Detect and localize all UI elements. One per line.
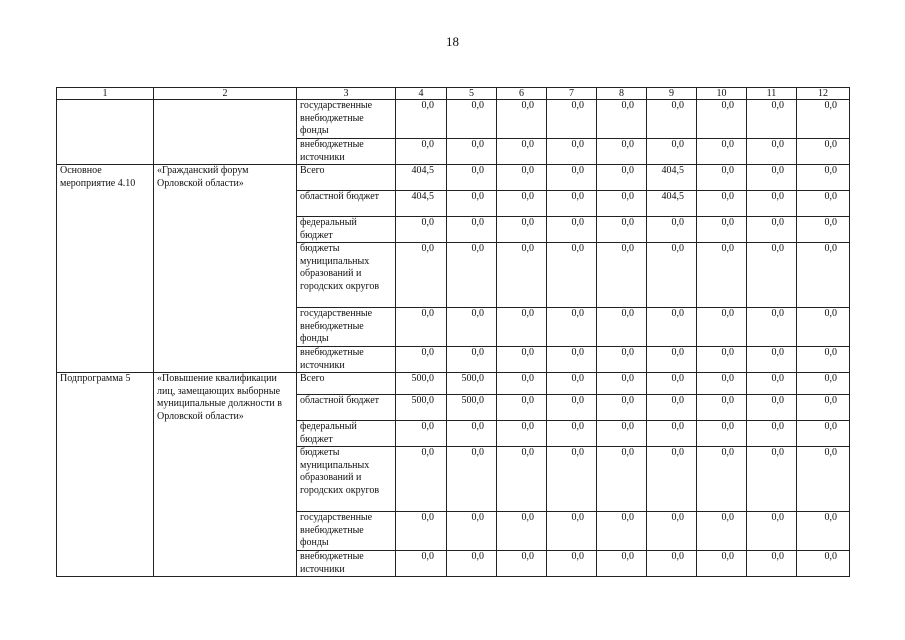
- header-row: [57, 88, 850, 100]
- value-cell: 0,0: [747, 243, 797, 308]
- funding-source-cell: областной бюджет: [297, 395, 396, 421]
- value-cell: 0,0: [396, 347, 447, 373]
- value-cell: 404,5: [396, 191, 447, 217]
- item-code-cell: Основное мероприятие 4.10: [57, 165, 154, 373]
- page-number: 18: [446, 34, 459, 49]
- value-cell: 0,0: [747, 512, 797, 551]
- value-cell: 0,0: [547, 512, 597, 551]
- value-cell: 0,0: [396, 100, 447, 139]
- value-cell: 0,0: [697, 421, 747, 447]
- item-name-cell: «Гражданский форум Орловской области»: [154, 165, 297, 373]
- value-cell: 0,0: [597, 165, 647, 191]
- value-cell: 0,0: [447, 421, 497, 447]
- value-cell: 0,0: [597, 512, 647, 551]
- column-header: 12: [797, 88, 850, 100]
- value-cell: 0,0: [797, 100, 850, 139]
- value-cell: 0,0: [697, 139, 747, 165]
- value-cell: 0,0: [647, 447, 697, 512]
- value-cell: 0,0: [497, 217, 547, 243]
- funding-source-cell: федеральный бюджет: [297, 217, 396, 243]
- value-cell: 500,0: [447, 395, 497, 421]
- value-cell: 0,0: [797, 191, 850, 217]
- value-cell: 0,0: [697, 308, 747, 347]
- value-cell: 0,0: [396, 421, 447, 447]
- value-cell: 0,0: [797, 373, 850, 395]
- value-cell: 0,0: [797, 243, 850, 308]
- value-cell: 0,0: [647, 512, 697, 551]
- value-cell: 0,0: [447, 447, 497, 512]
- value-cell: 0,0: [597, 373, 647, 395]
- value-cell: 0,0: [447, 551, 497, 577]
- value-cell: 404,5: [396, 165, 447, 191]
- funding-source-cell: бюджеты муниципальных образований и городских округов: [297, 243, 396, 308]
- funding-source-cell: Всего: [297, 165, 396, 191]
- table-row: [57, 100, 850, 139]
- table-body: [57, 88, 850, 577]
- value-cell: 0,0: [747, 347, 797, 373]
- value-cell: 500,0: [396, 395, 447, 421]
- funding-source-cell: областной бюджет: [297, 191, 396, 217]
- value-cell: 0,0: [396, 308, 447, 347]
- value-cell: 0,0: [447, 217, 497, 243]
- value-cell: 0,0: [447, 191, 497, 217]
- value-cell: 0,0: [597, 139, 647, 165]
- value-cell: 0,0: [697, 551, 747, 577]
- column-header: 5: [447, 88, 497, 100]
- value-cell: 0,0: [747, 421, 797, 447]
- value-cell: 0,0: [647, 308, 697, 347]
- value-cell: 0,0: [747, 551, 797, 577]
- column-header: 8: [597, 88, 647, 100]
- funding-source-cell: федеральный бюджет: [297, 421, 396, 447]
- value-cell: 0,0: [697, 100, 747, 139]
- value-cell: 0,0: [797, 139, 850, 165]
- value-cell: 0,0: [747, 191, 797, 217]
- value-cell: 0,0: [697, 512, 747, 551]
- table-row: [57, 165, 850, 191]
- value-cell: 0,0: [647, 243, 697, 308]
- budget-table: [56, 87, 850, 577]
- value-cell: 0,0: [647, 347, 697, 373]
- value-cell: 500,0: [396, 373, 447, 395]
- table-row: [57, 373, 850, 395]
- value-cell: 0,0: [697, 217, 747, 243]
- value-cell: 0,0: [396, 551, 447, 577]
- column-header: 7: [547, 88, 597, 100]
- value-cell: 0,0: [747, 373, 797, 395]
- value-cell: 0,0: [597, 308, 647, 347]
- funding-source-cell: внебюджетные источники: [297, 551, 396, 577]
- value-cell: 0,0: [597, 191, 647, 217]
- value-cell: 404,5: [647, 191, 697, 217]
- value-cell: 0,0: [547, 447, 597, 512]
- column-header: 2: [154, 88, 297, 100]
- value-cell: 0,0: [447, 165, 497, 191]
- item-name-cell: [154, 100, 297, 165]
- value-cell: 0,0: [797, 347, 850, 373]
- item-code-cell: Подпрограмма 5: [57, 373, 154, 577]
- funding-source-cell: государственные внебюджетные фонды: [297, 308, 396, 347]
- value-cell: 0,0: [647, 373, 697, 395]
- value-cell: 0,0: [747, 447, 797, 512]
- funding-source-cell: Всего: [297, 373, 396, 395]
- value-cell: 0,0: [497, 139, 547, 165]
- value-cell: 0,0: [497, 243, 547, 308]
- value-cell: 500,0: [447, 373, 497, 395]
- value-cell: 0,0: [547, 217, 597, 243]
- value-cell: 0,0: [497, 421, 547, 447]
- value-cell: 0,0: [497, 512, 547, 551]
- value-cell: 0,0: [547, 308, 597, 347]
- value-cell: 0,0: [497, 191, 547, 217]
- column-header: 10: [697, 88, 747, 100]
- value-cell: 0,0: [797, 395, 850, 421]
- value-cell: 0,0: [396, 512, 447, 551]
- column-header: 6: [497, 88, 547, 100]
- value-cell: 0,0: [547, 347, 597, 373]
- value-cell: 0,0: [396, 217, 447, 243]
- value-cell: 0,0: [697, 191, 747, 217]
- value-cell: 0,0: [697, 447, 747, 512]
- value-cell: 0,0: [647, 100, 697, 139]
- value-cell: 0,0: [497, 100, 547, 139]
- value-cell: 0,0: [747, 308, 797, 347]
- value-cell: 0,0: [597, 100, 647, 139]
- value-cell: 0,0: [447, 243, 497, 308]
- value-cell: 0,0: [547, 395, 597, 421]
- column-header: 11: [747, 88, 797, 100]
- funding-source-cell: государственные внебюджетные фонды: [297, 100, 396, 139]
- value-cell: 0,0: [497, 347, 547, 373]
- value-cell: 0,0: [647, 217, 697, 243]
- column-header: 1: [57, 88, 154, 100]
- value-cell: 0,0: [697, 395, 747, 421]
- value-cell: 0,0: [647, 395, 697, 421]
- value-cell: 0,0: [647, 551, 697, 577]
- funding-source-cell: государственные внебюджетные фонды: [297, 512, 396, 551]
- value-cell: 0,0: [447, 100, 497, 139]
- funding-source-cell: внебюджетные источники: [297, 347, 396, 373]
- value-cell: 0,0: [497, 373, 547, 395]
- value-cell: 0,0: [497, 395, 547, 421]
- funding-source-cell: внебюджетные источники: [297, 139, 396, 165]
- value-cell: 0,0: [547, 421, 597, 447]
- value-cell: 0,0: [597, 217, 647, 243]
- funding-source-cell: бюджеты муниципальных образований и городских округов: [297, 447, 396, 512]
- value-cell: 0,0: [547, 100, 597, 139]
- column-header: 9: [647, 88, 697, 100]
- value-cell: 0,0: [497, 551, 547, 577]
- value-cell: 0,0: [447, 347, 497, 373]
- value-cell: 0,0: [697, 243, 747, 308]
- value-cell: 0,0: [497, 165, 547, 191]
- value-cell: 0,0: [396, 139, 447, 165]
- value-cell: 0,0: [547, 373, 597, 395]
- value-cell: 0,0: [597, 447, 647, 512]
- value-cell: 0,0: [547, 191, 597, 217]
- item-name-cell: «Повышение квалификации лиц, замещающих выборные муниципальные должности в Орловской области»: [154, 373, 297, 577]
- value-cell: 0,0: [797, 551, 850, 577]
- value-cell: 0,0: [797, 421, 850, 447]
- value-cell: 0,0: [797, 217, 850, 243]
- value-cell: 0,0: [647, 421, 697, 447]
- value-cell: 0,0: [497, 308, 547, 347]
- value-cell: 0,0: [497, 447, 547, 512]
- value-cell: 0,0: [547, 139, 597, 165]
- value-cell: 0,0: [747, 395, 797, 421]
- value-cell: 0,0: [396, 243, 447, 308]
- value-cell: 0,0: [797, 165, 850, 191]
- value-cell: 0,0: [447, 512, 497, 551]
- value-cell: 0,0: [547, 243, 597, 308]
- value-cell: 0,0: [697, 165, 747, 191]
- value-cell: 0,0: [547, 165, 597, 191]
- value-cell: 0,0: [747, 217, 797, 243]
- value-cell: 0,0: [597, 347, 647, 373]
- value-cell: 0,0: [747, 165, 797, 191]
- column-header: 3: [297, 88, 396, 100]
- value-cell: 0,0: [747, 100, 797, 139]
- value-cell: 0,0: [597, 551, 647, 577]
- value-cell: 0,0: [797, 308, 850, 347]
- value-cell: 0,0: [547, 551, 597, 577]
- value-cell: 0,0: [597, 243, 647, 308]
- value-cell: 0,0: [447, 308, 497, 347]
- value-cell: 0,0: [597, 421, 647, 447]
- value-cell: 404,5: [647, 165, 697, 191]
- value-cell: 0,0: [797, 512, 850, 551]
- value-cell: 0,0: [697, 347, 747, 373]
- value-cell: 0,0: [797, 447, 850, 512]
- value-cell: 0,0: [647, 139, 697, 165]
- column-header: 4: [396, 88, 447, 100]
- value-cell: 0,0: [747, 139, 797, 165]
- value-cell: 0,0: [697, 373, 747, 395]
- value-cell: 0,0: [396, 447, 447, 512]
- value-cell: 0,0: [597, 395, 647, 421]
- value-cell: 0,0: [447, 139, 497, 165]
- item-code-cell: [57, 100, 154, 165]
